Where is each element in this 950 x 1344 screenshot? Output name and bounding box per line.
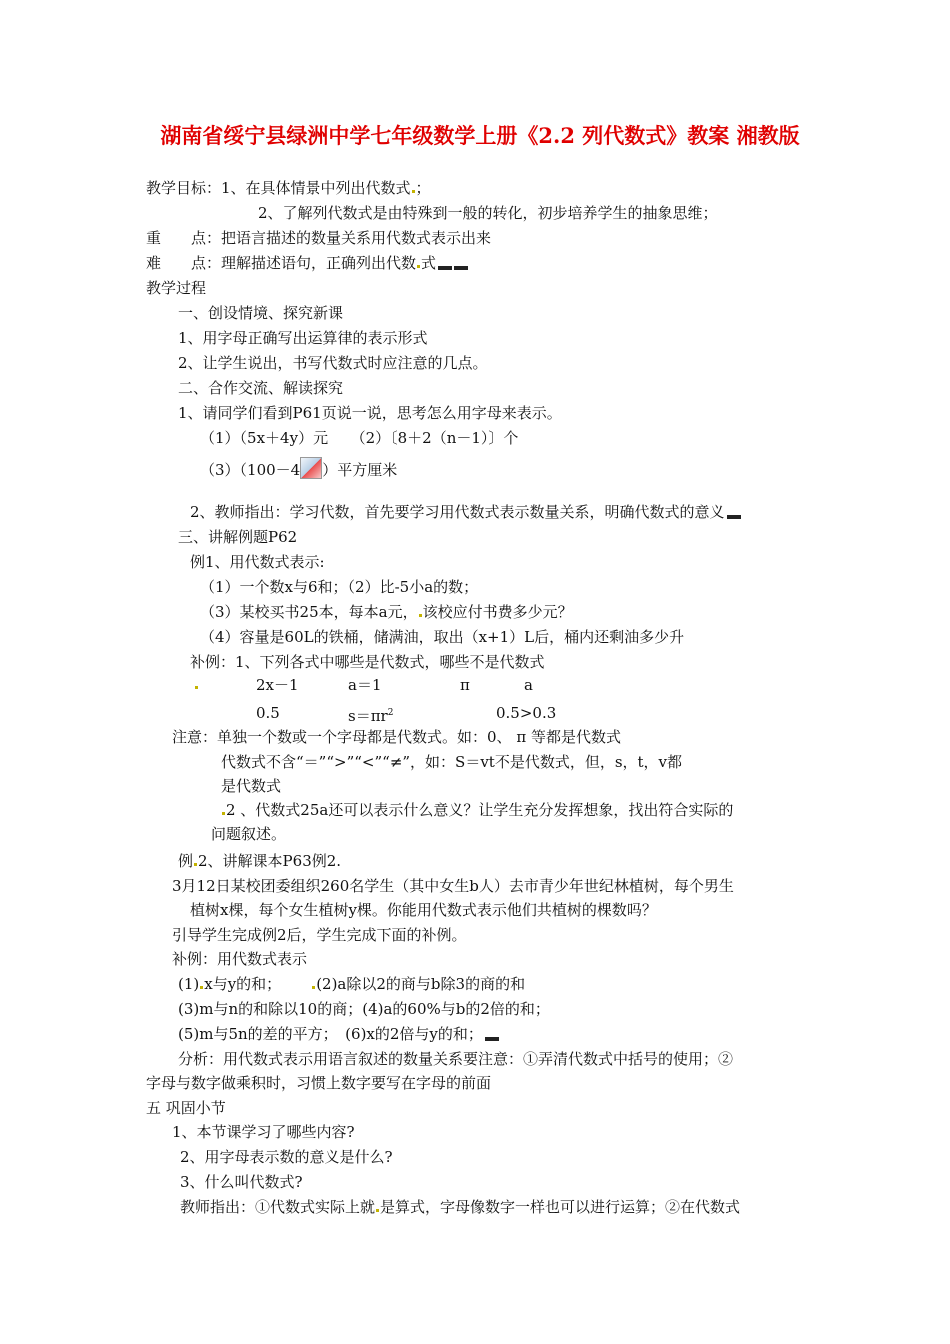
mark-dot bbox=[312, 986, 315, 989]
section-5-item-4: 教师指出：①代数式实际上就 是算式，字母像数字一样也可以进行运算；②在代数式 bbox=[180, 1198, 741, 1216]
supplement-2-row-2: (3)m与n的和除以10的商；(4)a的60%与b的2倍的和； bbox=[178, 1000, 550, 1018]
question-2-b: 问题叙述。 bbox=[211, 825, 287, 843]
section-5-item-3: 3、什么叫代数式? bbox=[180, 1173, 303, 1191]
expression-2: a＝1 bbox=[348, 676, 382, 694]
analysis-2: 字母与数字做乘积时，习惯上数字要写在字母的前面 bbox=[146, 1074, 492, 1092]
section-2-item-2: 2、教师指出：学习代数，首先要学习用代数式表示数量关系，明确代数式的意义 bbox=[190, 502, 741, 522]
guide-text: 引导学生完成例2后，学生完成下面的补例。 bbox=[172, 926, 467, 944]
section-2-heading: 二、合作交流、解读探究 bbox=[178, 379, 344, 397]
goal-2: 2、了解列代数式是由特殊到一般的转化，初步培养学生的抽象思维； bbox=[258, 204, 718, 222]
example-1-item-1: （1）一个数x与6和；（2）比-5小a的数； bbox=[200, 578, 479, 596]
broken-image-icon bbox=[300, 457, 322, 479]
supplement-1: 补例：1、下列各式中哪些是代数式，哪些不是代数式 bbox=[190, 653, 545, 671]
mark-dot bbox=[200, 986, 203, 989]
expression-3: π bbox=[460, 676, 470, 694]
section-1-item-2: 2、让学生说出，书写代数式时应注意的几点。 bbox=[178, 354, 488, 372]
mark-dot bbox=[412, 190, 415, 193]
mark-dot bbox=[222, 812, 225, 815]
teaching-process-heading: 教学过程 bbox=[146, 279, 207, 297]
document-title: 湖南省绥宁县绿洲中学七年级数学上册《2.2 列代数式》教案 湘教版 bbox=[160, 123, 800, 148]
expression-5: 0.5 bbox=[256, 704, 280, 722]
example-2-text-2: 植树x棵，每个女生植树y棵。你能用代数式表示他们共植树的棵数吗？ bbox=[190, 901, 657, 919]
question-2-a: 2 、代数式25a还可以表示什么意义？让学生充分发挥想象，找出符合实际的 bbox=[221, 800, 733, 820]
expression-7: 0.5>0.3 bbox=[496, 704, 557, 722]
analysis-1: 分析：用代数式表示用语言叙述的数量关系要注意：①弄清代数式中括号的使用；② bbox=[178, 1050, 734, 1068]
mark-dot bbox=[417, 265, 420, 268]
mark-dot bbox=[194, 863, 197, 866]
note-1: 注意：单独一个数或一个字母都是代数式。如：0、 π 等都是代数式 bbox=[172, 728, 621, 746]
example-1-item-2: （3）某校买书25本，每本a元， 该校应付书费多少元？ bbox=[200, 603, 573, 621]
supplement-2-row-3: (5)m与5n的差的平方； (6)x的2倍与y的和； bbox=[178, 1024, 499, 1044]
dash-mark bbox=[727, 515, 741, 519]
section-2-examples-a: （1）（5x＋4y）元 （2）〔8＋2（n－1）〕个 bbox=[200, 429, 519, 447]
supplement-2-row-1: (1) x与y的和； (2)a除以2的商与b除3的商的和 bbox=[178, 975, 526, 993]
section-1-item-1: 1、用字母正确写出运算律的表示形式 bbox=[178, 329, 428, 347]
section-3-heading: 三、讲解例题P62 bbox=[178, 528, 298, 546]
difficult-point: 难 点：理解描述语句，正确列出代数 式 bbox=[146, 253, 468, 273]
key-point: 重 点：把语言描述的数量关系用代数式表示出来 bbox=[146, 229, 492, 247]
example-2-heading: 例 2、讲解课本P63例2. bbox=[178, 852, 342, 870]
section-5-item-1: 1、本节课学习了哪些内容? bbox=[172, 1123, 355, 1141]
dash-mark bbox=[485, 1037, 499, 1041]
section-5-item-2: 2、用字母表示数的意义是什么? bbox=[180, 1148, 393, 1166]
section-1-heading: 一、创设情境、探究新课 bbox=[178, 304, 344, 322]
dash-mark bbox=[438, 266, 452, 270]
goal-1: 教学目标：1、在具体情景中列出代数式 ； bbox=[146, 179, 431, 197]
mark-dot bbox=[376, 1209, 379, 1212]
example-2-text-1: 3月12日某校团委组织260名学生（其中女生b人）去市青少年世纪林植树，每个男生 bbox=[172, 877, 734, 895]
note-3: 是代数式 bbox=[221, 777, 282, 795]
example-1-item-3: （4）容量是60L的铁桶，储满油，取出（x+1）L后，桶内还剩油多少升 bbox=[200, 628, 685, 646]
section-2-examples-b: （3）（100－4 ）平方厘米 bbox=[200, 457, 397, 480]
supplement-2-heading: 补例：用代数式表示 bbox=[172, 950, 308, 968]
section-5-heading: 五 巩固小节 bbox=[146, 1099, 226, 1117]
dash-mark bbox=[454, 266, 468, 270]
mark-dot bbox=[419, 614, 422, 617]
example-1-heading: 例1、用代数式表示: bbox=[190, 553, 325, 571]
expression-4: a bbox=[524, 676, 533, 694]
note-2: 代数式不含“＝”“>”“<”“≠”，如：S＝vt不是代数式，但，s，t，v都 bbox=[221, 753, 683, 771]
expression-6: $s=\pi r^2$ bbox=[348, 707, 394, 725]
section-2-item-1: 1、请同学们看到P61页说一说，思考怎么用字母来表示。 bbox=[178, 404, 562, 422]
expression-1: 2x－1 bbox=[256, 676, 299, 694]
mark-dot bbox=[195, 686, 198, 689]
